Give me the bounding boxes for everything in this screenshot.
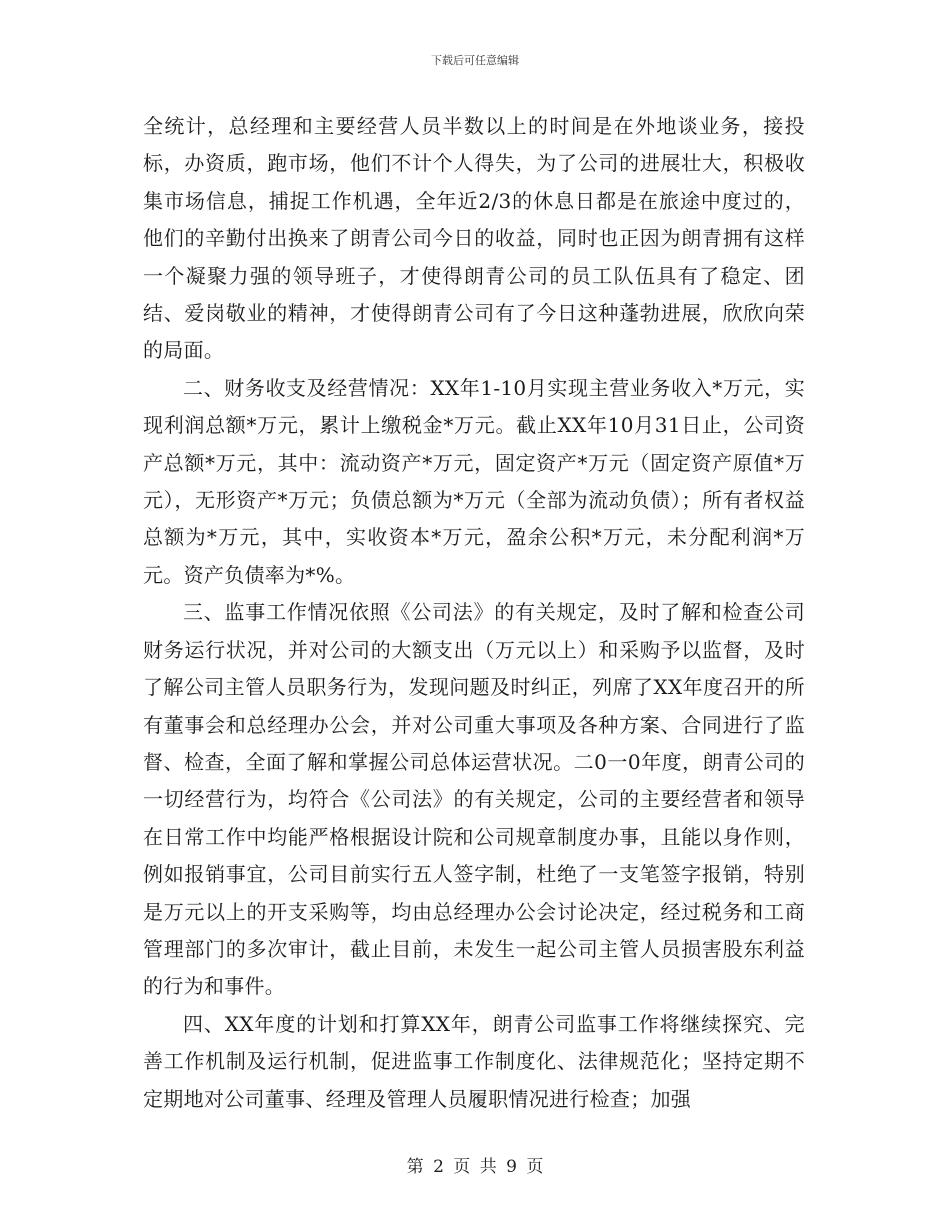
paragraph-2-finance: 二、财务收支及经营情况：XX年1-10月实现主营业务收入*万元，实现利润总额*万元，累计上缴税金*万元。截止XX年10月31日止，公司资产总额*万元，其中：流动资产*万元，固定资产*万元（固定资产原值*万元），无形资产*万元；负债总额为*万元（全部为流动负债）；所有者权益总额为*万元，其中，实收资本*万元，盈余公积*万元，未分配利润*万元。资产负债率为*%。 — [143, 375, 805, 587]
paragraph-3-supervision: 三、监事工作情况依照《公司法》的有关规定，及时了解和检查公司财务运行状况，并对公司的大额支出（万元以上）和采购予以监督，及时了解公司主管人员职务行为，发现问题及时纠正，列席了XX年度召开的所有董事会和总经理办公会，并对公司重大事项及各种方案、合同进行了监督、检查，全面了解和掌握公司总体运营状况。二0一0年度，朗青公司的一切经营行为，均符合《公司法》的有关规定，公司的主要经营者和领导在日常工作中均能严格根据设计院和公司规章制度办事，且能以身作则，例如报销事宜，公司目前实行五人签字制，杜绝了一支笔签字报销，特别是万元以上的开支采购等，均由总经理办公会讨论决定，经过税务和工商管理部门的多次审计，截止目前，未发生一起公司主管人员损害股东利益的行为和事件。 — [143, 600, 805, 999]
page-footer: 第 2 页 共 9 页 — [406, 1157, 544, 1177]
page-header: 下载后可任意编辑 — [431, 54, 519, 67]
paragraph-4-plan: 四、XX年度的计划和打算XX年，朗青公司监事工作将继续探究、完善工作机制及运行机制，促进监事工作制度化、法律规范化；坚持定期不定期地对公司董事、经理及管理人员履职情况进行检查；加强 — [143, 1011, 805, 1111]
document-body — [143, 108, 805, 1118]
paragraph-1: 全统计，总经理和主要经营人员半数以上的时间是在外地谈业务，接投标，办资质，跑市场，他们不计个人得失，为了公司的进展壮大，积极收集市场信息，捕捉工作机遇，全年近2/3的休息日都是在旅途中度过的，他们的辛勤付出换来了朗青公司今日的收益，同时也正因为朗青拥有这样一个凝聚力强的领导班子，才使得朗青公司的员工队伍具有了稳定、团结、爱岗敬业的精神，才使得朗青公司有了今日这种蓬勃进展，欣欣向荣的局面。 — [143, 114, 805, 363]
